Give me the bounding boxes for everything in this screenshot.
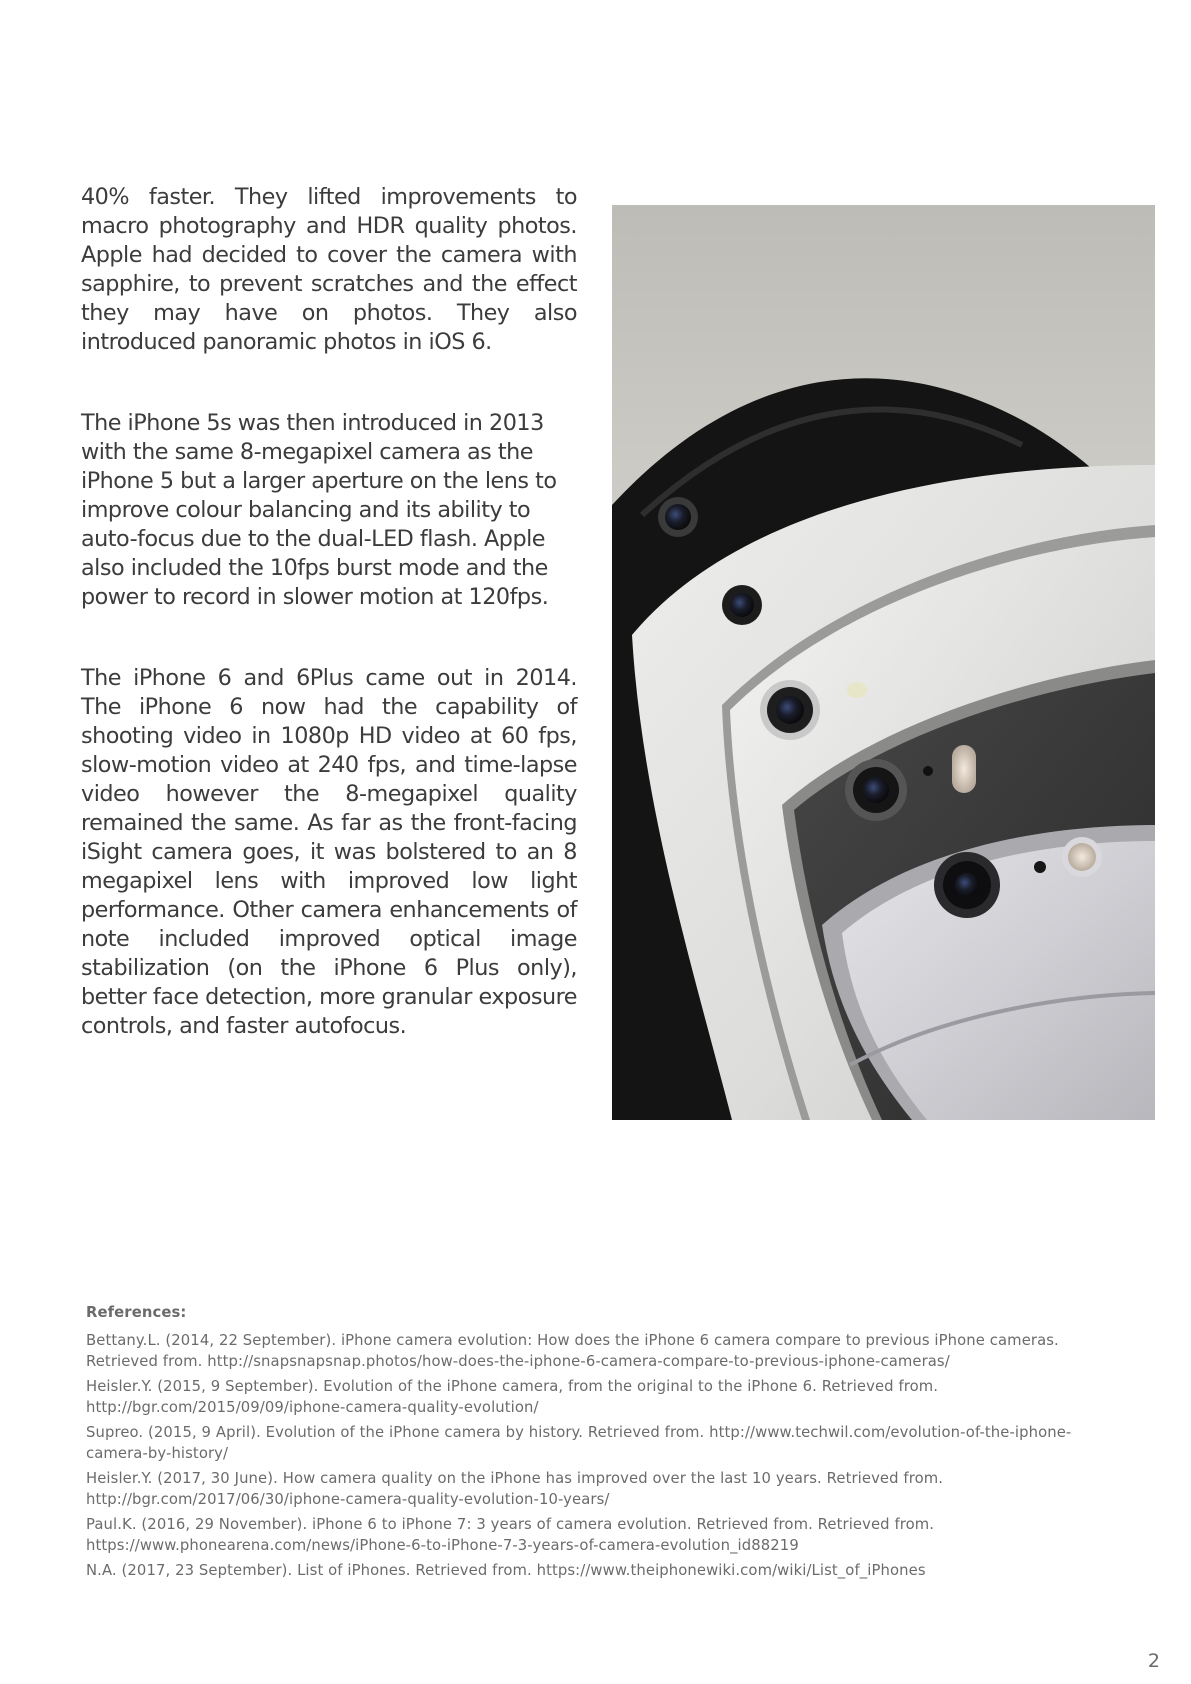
- iphone-cameras-illustration: [612, 205, 1155, 1120]
- references-section: [86, 1302, 1096, 1585]
- reference-item: Bettany.L. (2014, 22 September). iPhone camera evolution: How does the iPhone 6 camera compare to previous iPhone cameras. Retrieved from. http://snapsnapsnap.photos/how-does-the-iphone-6-camera-compare-to-previous-iphone-cameras/: [86, 1332, 1059, 1370]
- reference-list: [86, 1330, 1096, 1581]
- reference-item: Heisler.Y. (2015, 9 September). Evolution of the iPhone camera, from the original to the iPhone 6. Retrieved from. http://bgr.com/2015/09/09/iphone-camera-quality-evolution/: [86, 1378, 939, 1416]
- iphone-cameras-photo: [612, 205, 1155, 1120]
- reference-item: Paul.K. (2016, 29 November). iPhone 6 to iPhone 7: 3 years of camera evolution. Retrieved from. Retrieved from. https://www.phonearena.com/news/iPhone-6-to-iPhone-7-3-years-of-camera-evolution_id88219: [86, 1516, 935, 1554]
- reference-item: Supreo. (2015, 9 April). Evolution of the iPhone camera by history. Retrieved from. http://www.techwil.com/evolution-of-the-iphone-camera-by-history/: [86, 1424, 1072, 1462]
- paragraph-iphone-6-camera: The iPhone 6 and 6Plus came out in 2014. The iPhone 6 now had the capability of shooting video in 1080p HD video at 60 fps, slow-motion video at 240 fps, and time-lapse video however the 8-megapixel quality remained the same. As far as the front-facing iSight camera goes, it was bolstered to an 8 megapixel lens with improved low light performance. Other camera enhancements of note included improved optical image stabilization (on the iPhone 6 Plus only), better face detection, more granular exposure controls, and faster autofocus.: [81, 665, 577, 1039]
- paragraph-iphone-5s-camera: The iPhone 5s was then introduced in 2013 with the same 8-megapixel camera as the iPhone 5 but a larger aperture on the lens to improve colour balancing and its ability to auto-focus due to the dual-LED flash. Apple also included the 10fps burst mode and the power to record in slower motion at 120fps.: [81, 410, 557, 610]
- paragraph-iphone-5-camera: 40% faster. They lifted improvements to macro photography and HDR quality photos. Apple had decided to cover the camera with sapphire, to prevent scratches and the effect they may have on photos. They also introduced panoramic photos in iOS 6.: [81, 184, 577, 355]
- reference-item: N.A. (2017, 23 September). List of iPhones. Retrieved from. https://www.theiphonewiki.com/wiki/List_of_iPhones: [86, 1562, 926, 1579]
- references-heading: References:: [86, 1304, 187, 1321]
- body-text-column: [81, 183, 577, 1041]
- page-number: 2: [1147, 1650, 1160, 1672]
- reference-item: Heisler.Y. (2017, 30 June). How camera quality on the iPhone has improved over the last 10 years. Retrieved from. http://bgr.com/2017/06/30/iphone-camera-quality-evolution-10-years/: [86, 1470, 944, 1508]
